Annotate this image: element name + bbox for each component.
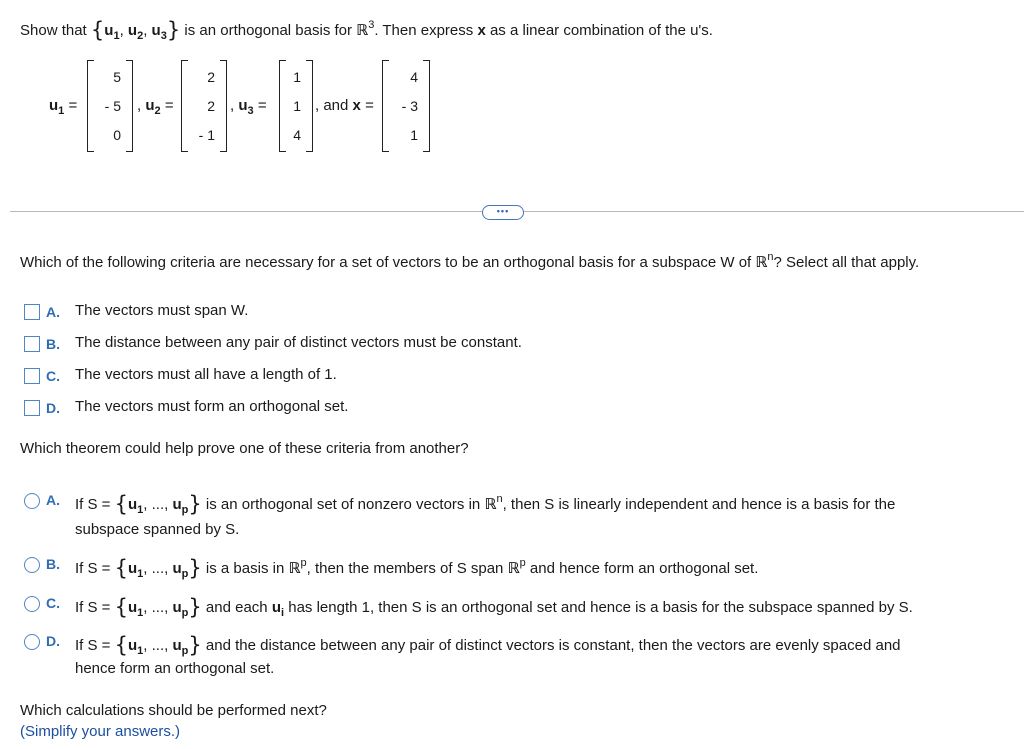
u1-label: $u_1$ = (49, 97, 78, 117)
u1-vector (87, 60, 133, 152)
question-2-prompt: Which theorem could help prove one of these criteria from another? (20, 440, 469, 457)
theorem-a-text: If $S = \{u_1$, ..., $u_p$} is an orthogonal set of nonzero vectors in ℝ$^n$, then S is linearly independent and hence is a basis for the (75, 492, 896, 516)
theorem-a-letter: A. (46, 492, 60, 508)
theorem-b-letter: B. (46, 556, 60, 572)
theorem-d-text: If $S = \{u_1$, ..., $u_p$} and the distance between any pair of distinct vectors is constant, then the vectors are evenly spaced and (75, 633, 901, 657)
theorem-a-text-line2: subspace spanned by S. (75, 521, 240, 538)
checkbox-a[interactable] (24, 304, 40, 320)
option-c-text: The vectors must all have a length of 1. (75, 366, 337, 383)
option-a-text: The vectors must span W. (75, 302, 249, 319)
u2-label: , $u_2$ = (137, 97, 174, 117)
option-c-letter: C. (46, 368, 60, 384)
u3-entry-2: 1 (293, 98, 301, 114)
question-1-prompt: Which of the following criteria are necessary for a set of vectors to be an orthogonal basis for a subspace W of ℝ$^n$? Select all that apply. (20, 251, 920, 271)
u2-entry-2: 2 (207, 98, 215, 114)
then-express-text: . Then express (374, 22, 474, 39)
checkbox-d[interactable] (24, 400, 40, 416)
radio-c[interactable] (24, 596, 40, 612)
radio-b[interactable] (24, 557, 40, 573)
u1-entry-1: 5 (113, 69, 121, 85)
radio-d[interactable] (24, 634, 40, 650)
option-a-letter: A. (46, 304, 60, 320)
simplify-hint: (Simplify your answers.) (20, 723, 181, 740)
real-numbers-symbol: ℝ (356, 21, 369, 39)
theorem-d-text-line2: hence form an orthogonal set. (75, 660, 275, 677)
left-brace: { (90, 18, 105, 42)
set-u2: $u_2$ (127, 22, 144, 42)
dimension-exponent: 3 (368, 19, 375, 31)
checkbox-b[interactable] (24, 336, 40, 352)
theorem-c-letter: C. (46, 595, 60, 611)
theorem-d-letter: D. (46, 633, 60, 649)
u3-vector (279, 60, 313, 152)
u2-entry-1: 2 (207, 69, 215, 85)
u1-entry-3: 0 (113, 127, 121, 143)
more-button[interactable]: ••• (482, 205, 524, 220)
u2-vector (181, 60, 227, 152)
option-b-text: The distance between any pair of distinct vectors must be constant. (75, 334, 522, 351)
right-brace: } (166, 18, 181, 42)
u3-label: , $u_3$ = (230, 97, 267, 117)
problem-statement: Show that {$u_1$, $u_2$, $u_3$} is an orthogonal basis for ℝ$^3$. Then express x as a linear combination of the u's. (20, 18, 713, 42)
set-u3: $u_3$ (151, 22, 167, 42)
x-label: , and x = (315, 97, 374, 114)
question-3-prompt: Which calculations should be performed next? (20, 702, 327, 719)
checkbox-c[interactable] (24, 368, 40, 384)
set-u1: $u_1$ (104, 22, 120, 42)
is-basis-text: is an orthogonal basis for (184, 22, 352, 39)
option-b-letter: B. (46, 336, 60, 352)
option-d-letter: D. (46, 400, 60, 416)
theorem-c-text: If $S = \{u_1$, ..., $u_p$} and each $u_i$ has length 1, then S is an orthogonal set and hence is a basis for the subspace spanned by S. (75, 595, 913, 619)
radio-a[interactable] (24, 493, 40, 509)
u1-entry-2: - 5 (104, 98, 121, 114)
x-entry-3: 1 (410, 127, 418, 143)
x-entry-1: 4 (410, 69, 418, 85)
u3-entry-1: 1 (293, 69, 301, 85)
x-entry-2: - 3 (401, 98, 418, 114)
show-that-text: Show that (20, 22, 87, 39)
combination-text: as a linear combination of the u's. (489, 22, 713, 39)
theorem-b-text: If $S = \{u_1$, ..., $u_p$} is a basis in ℝ$^p$, then the members of S span ℝ$^p$ and hence form an orthogonal set. (75, 556, 759, 580)
u3-entry-3: 4 (293, 127, 301, 143)
x-symbol: x (477, 22, 486, 39)
x-vector (382, 60, 430, 152)
u2-entry-3: - 1 (198, 127, 215, 143)
option-d-text: The vectors must form an orthogonal set. (75, 398, 349, 415)
